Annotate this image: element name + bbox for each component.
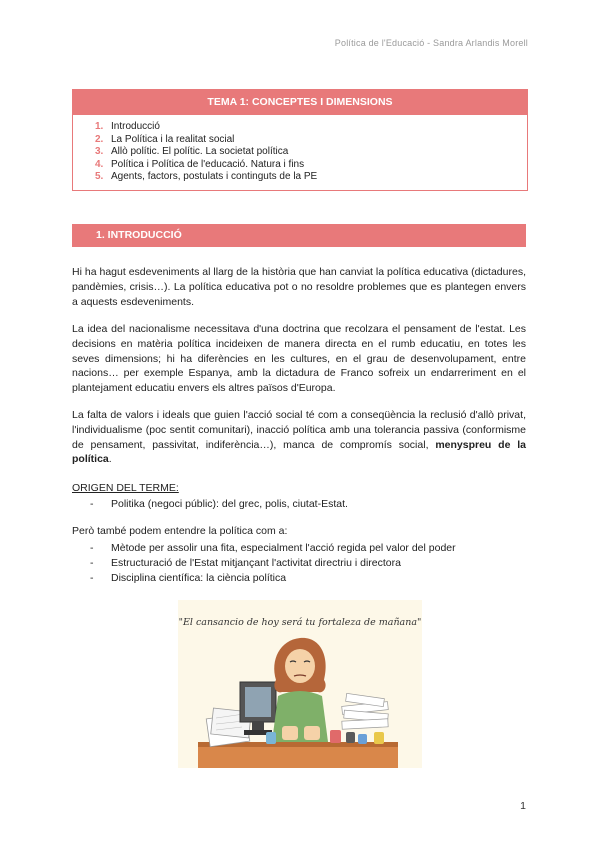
toc-item-label: Política i Política de l'educació. Natura i fins — [111, 158, 305, 170]
list-item-text: Estructuració de l'Estat mitjançant l'activitat directriu i directora — [111, 556, 401, 569]
section-heading — [72, 224, 526, 247]
paragraph-text: La falta de valors i ideals que guien l'acció social té com a conseqüència la reclusió d'allò privat, l'individualisme (poc sentit comunitari), inacció política amb una tolerancia passiva (conformisme de pensament, passivitat, indiferència…), manca de compromís social, — [72, 409, 526, 451]
toc-item-number: 1. — [95, 121, 104, 132]
toc-item — [95, 171, 527, 184]
toc-list — [73, 115, 527, 190]
origin-heading: ORIGEN DEL TERME: — [72, 482, 179, 494]
dash-bullet: - — [90, 571, 94, 584]
page-number: 1 — [520, 800, 526, 812]
toc-item — [95, 159, 527, 172]
origin-list — [90, 497, 520, 512]
toc-item-number: 2. — [95, 133, 104, 145]
toc-item — [95, 146, 527, 159]
list-item — [90, 556, 520, 571]
toc-item-label: Agents, factors, postulats i continguts de la PE — [111, 171, 318, 183]
definition-list — [90, 541, 520, 585]
toc-item — [95, 121, 527, 134]
toc-item-number: 3. — [95, 146, 104, 158]
toc-item-label: Introducció — [111, 121, 160, 132]
paragraph-end: . — [108, 453, 112, 466]
dash-bullet: - — [90, 498, 94, 510]
list-item-text: Disciplina científica: la ciència política — [111, 571, 287, 584]
section-title: 1. INTRODUCCIÓ — [96, 229, 182, 241]
page-header: Política de l'Educació - Sandra Arlandis Morell — [334, 38, 528, 48]
toc-title: TEMA 1: CONCEPTES I DIMENSIONS — [73, 90, 527, 115]
dash-bullet: - — [90, 556, 94, 569]
paragraph-intro-2: La idea del nacionalisme necessitava d'una doctrina que recolzara el pensament de l'estat. Les decisions en matèria política incideixen de manera directa en el rumb educatiu, en totes les seves dimensions; hi ha diferències en les cultures, en el grau de desenvolupament, entre nacions… per exemple Espanya, amb la dictadura de Franco sofreix un endarreriment en el plantejament educatiu envers els altres països d'Europa. — [72, 323, 526, 395]
cartoon-illustration — [178, 600, 422, 768]
list-item-text: Mètode per assolir una fita, especialment l'acció regida pel valor del poder — [111, 542, 456, 554]
toc-item — [95, 134, 527, 147]
paragraph-intro-3 — [72, 408, 526, 467]
table-of-contents — [72, 89, 528, 191]
figure-caption: "El cansancio de hoy será tu fortaleza de mañana" — [178, 617, 422, 628]
tired-student-drawing — [178, 600, 422, 768]
dash-bullet: - — [90, 542, 94, 554]
toc-item-label: Allò polític. El polític. La societat política — [111, 146, 289, 158]
list-item — [90, 571, 520, 586]
toc-item-label: La Política i la realitat social — [111, 133, 235, 145]
toc-item-number: 5. — [95, 171, 104, 183]
bold-phrase: menyspreu de la política — [72, 438, 526, 466]
toc-item-number: 4. — [95, 158, 104, 170]
paragraph-also: Però també podem entendre la política com a: — [72, 525, 288, 537]
paragraph-intro-1: Hi ha hagut esdeveniments al llarg de la història que han canviat la política educativa (dictadures, pandèmies, crisis…). La política educativa pot o no resoldre problemes que es plantegen envers a aquests esdeveniments. — [72, 266, 526, 308]
paper-pile-right — [342, 693, 389, 729]
list-item — [90, 541, 520, 556]
tired-person — [272, 638, 328, 742]
list-item — [90, 497, 520, 512]
list-item-text: Politika (negoci públic): del grec, polis, ciutat-Estat. — [111, 498, 348, 510]
